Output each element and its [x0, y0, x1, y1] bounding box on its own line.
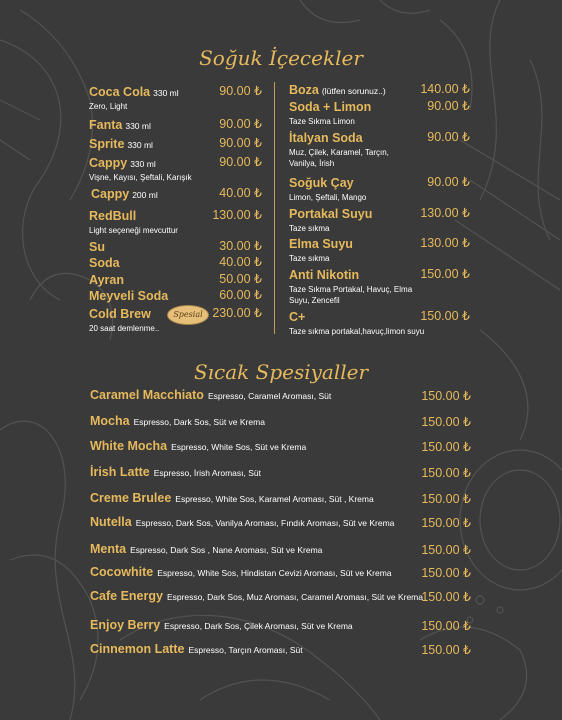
- item-price: 150.00 ₺: [421, 492, 471, 506]
- column-divider: [274, 82, 275, 334]
- menu-item-line: [89, 83, 179, 101]
- menu-item-line: [289, 81, 386, 99]
- item-description: Espresso, Dark Sos, Muz Aroması, Caramel Aroması, Süt ve Krema: [166, 592, 423, 602]
- menu-item-line: [89, 154, 192, 172]
- menu-item-line: [89, 207, 178, 225]
- item-name: İrish Latte: [90, 465, 150, 479]
- item-price: 230.00 ₺: [212, 306, 262, 320]
- menu-item: [91, 185, 158, 203]
- item-price: 150.00 ₺: [421, 590, 471, 604]
- hot-item: [90, 412, 265, 430]
- menu-item-line: [289, 308, 424, 326]
- cold-drinks-title: Soğuk İçecekler: [199, 46, 363, 70]
- item-description: Espresso, Dark Sos , Nane Aroması, Süt ve Krema: [130, 545, 323, 555]
- menu-item: [289, 308, 424, 337]
- item-price: 90.00 ₺: [219, 136, 262, 150]
- item-size: 330 ml: [127, 140, 153, 150]
- item-size: 330 ml: [153, 88, 179, 98]
- item-price: 150.00 ₺: [421, 440, 471, 454]
- item-description: Taze Sıkma Portakal, Havuç, Elma: [289, 285, 413, 294]
- menu-item-line: [91, 185, 158, 203]
- item-price: 90.00 ₺: [427, 130, 470, 144]
- menu-item: [89, 135, 153, 153]
- item-price: 30.00 ₺: [219, 239, 262, 253]
- hot-item: [90, 587, 423, 605]
- menu-item-line: [89, 305, 159, 323]
- item-name: Cinnemon Latte: [90, 642, 185, 656]
- item-price: 150.00 ₺: [421, 566, 471, 580]
- item-description: Espresso, White Sos, Hindistan Cevizi Aroması, Süt ve Krema: [157, 568, 392, 578]
- item-description: Espresso, White Sos, Karamel Aroması, Süt , Krema: [175, 494, 374, 504]
- item-price: 40.00 ₺: [219, 186, 262, 200]
- menu-item-line: [289, 235, 353, 253]
- item-size: 200 ml: [132, 190, 158, 200]
- item-name: Nutella: [90, 515, 132, 529]
- item-name: White Mocha: [90, 439, 168, 453]
- item-name: Cafe Energy: [90, 589, 163, 603]
- hot-item: [90, 563, 392, 581]
- item-name: Mocha: [90, 414, 130, 428]
- item-description: Espresso, İrish Aroması, Süt: [153, 468, 261, 478]
- item-name: RedBull: [89, 209, 137, 223]
- item-description: Vişne, Kayısı, Şeftali, Karışık: [89, 173, 192, 182]
- menu-item: [289, 235, 353, 264]
- menu-item: [289, 266, 412, 306]
- item-name: Portakal Suyu: [289, 207, 373, 221]
- item-price: 90.00 ₺: [219, 155, 262, 169]
- item-price: 150.00 ₺: [420, 267, 470, 281]
- item-name: Enjoy Berry: [90, 618, 161, 632]
- item-name: Fanta: [89, 118, 123, 132]
- item-description: Vanilya, İrish: [289, 159, 335, 168]
- item-name: Cocowhite: [90, 565, 154, 579]
- menu-item-line: [89, 254, 120, 272]
- item-name: Creme Brulee: [90, 491, 172, 505]
- item-name: Soğuk Çay: [289, 176, 354, 190]
- item-name: Su: [89, 240, 105, 254]
- menu-item-line: [289, 205, 372, 223]
- hot-item: [90, 463, 261, 481]
- item-description: Zero, Light: [89, 102, 128, 111]
- menu-item-line: [289, 174, 366, 192]
- item-description: Light seçeneği mevcuttur: [89, 226, 178, 235]
- menu-item: [89, 287, 168, 305]
- item-price: 150.00 ₺: [421, 643, 471, 657]
- item-description: Espresso, White Sos, Süt ve Krema: [171, 442, 307, 452]
- item-name: Cappy: [91, 187, 130, 201]
- item-price: 90.00 ₺: [427, 175, 470, 189]
- item-description: Espresso, Dark Sos, Vanilya Aroması, Fındık Aroması, Süt ve Krema: [135, 518, 395, 528]
- item-price: 130.00 ₺: [212, 208, 262, 222]
- item-name: Menta: [90, 542, 127, 556]
- item-name: Caramel Macchiato: [90, 388, 204, 402]
- item-description: Taze sıkma: [289, 254, 330, 263]
- menu-item: [89, 207, 178, 236]
- item-price: 150.00 ₺: [420, 309, 470, 323]
- hot-item: [90, 540, 322, 558]
- item-price: 140.00 ₺: [420, 82, 470, 96]
- menu-item-line: [289, 266, 412, 284]
- special-badge: Spesial: [167, 305, 209, 325]
- menu-item: [289, 174, 366, 203]
- menu-item: [289, 98, 371, 127]
- item-name: Anti Nikotin: [289, 268, 360, 282]
- item-description: Muz, Çilek, Karamel, Tarçın,: [289, 148, 389, 157]
- hot-item: [90, 489, 374, 507]
- item-size: 330 ml: [125, 121, 151, 131]
- item-price: 90.00 ₺: [219, 117, 262, 131]
- item-price: 90.00 ₺: [219, 84, 262, 98]
- menu-item: [289, 81, 386, 99]
- item-description: Espresso, Tarçın Aroması, Süt: [188, 645, 303, 655]
- item-size: (lütfen sorunuz..): [321, 86, 386, 96]
- menu-item-line: [89, 135, 153, 153]
- item-description: Taze sıkma portakal,havuç,limon suyu: [289, 327, 425, 336]
- item-name: Meyveli Soda: [89, 289, 169, 303]
- item-name: Cold Brew: [89, 307, 151, 321]
- item-description: Espresso, Caramel Aroması, Süt: [207, 391, 332, 401]
- item-price: 50.00 ₺: [219, 272, 262, 286]
- item-description: Limon, Şeftali, Mango: [289, 193, 367, 202]
- menu-item: [89, 116, 151, 134]
- menu-item-line: [89, 287, 168, 305]
- item-description: 20 saat demlenme..: [89, 324, 160, 333]
- item-price: 130.00 ₺: [420, 206, 470, 220]
- menu-item: [89, 83, 179, 112]
- item-name: Soda: [89, 256, 120, 270]
- item-description: Taze sıkma: [289, 224, 330, 233]
- item-name: Ayran: [89, 273, 124, 287]
- menu-item: [89, 254, 120, 272]
- hot-item: [90, 437, 306, 455]
- item-name: C+: [289, 310, 306, 324]
- menu-item-line: [89, 116, 151, 134]
- item-description: Espresso, Dark Sos, Çilek Aroması, Süt ve Krema: [164, 621, 353, 631]
- item-name: Coca Cola: [89, 85, 151, 99]
- menu-item: [289, 205, 372, 234]
- hot-item: [90, 616, 353, 634]
- menu-item-line: [289, 98, 371, 116]
- item-name: Elma Suyu: [289, 237, 353, 251]
- item-price: 150.00 ₺: [421, 543, 471, 557]
- item-price: 150.00 ₺: [421, 415, 471, 429]
- item-price: 90.00 ₺: [427, 99, 470, 113]
- hot-item: [90, 640, 303, 658]
- item-price: 150.00 ₺: [421, 516, 471, 530]
- item-name: Cappy: [89, 156, 128, 170]
- menu-item: [89, 154, 192, 183]
- item-size: 330 ml: [130, 159, 156, 169]
- item-description: Espresso, Dark Sos, Süt ve Krema: [133, 417, 265, 427]
- item-name: Soda + Limon: [289, 100, 372, 114]
- item-description: Suyu, Zencefil: [289, 296, 340, 305]
- hot-specials-title: Sıcak Spesiyaller: [193, 360, 369, 384]
- item-price: 150.00 ₺: [421, 466, 471, 480]
- hot-item: [90, 386, 331, 404]
- menu-item-line: [289, 129, 389, 147]
- item-price: 150.00 ₺: [421, 389, 471, 403]
- menu-item: [289, 129, 389, 169]
- item-name: Sprite: [89, 137, 125, 151]
- item-name: Boza: [289, 83, 319, 97]
- item-description: Taze Sıkma Limon: [289, 117, 355, 126]
- item-price: 150.00 ₺: [421, 619, 471, 633]
- item-price: 60.00 ₺: [219, 288, 262, 302]
- menu-item: [89, 305, 159, 334]
- item-name: İtalyan Soda: [289, 131, 363, 145]
- item-price: 40.00 ₺: [219, 255, 262, 269]
- hot-item: [90, 513, 394, 531]
- item-price: 130.00 ₺: [420, 236, 470, 250]
